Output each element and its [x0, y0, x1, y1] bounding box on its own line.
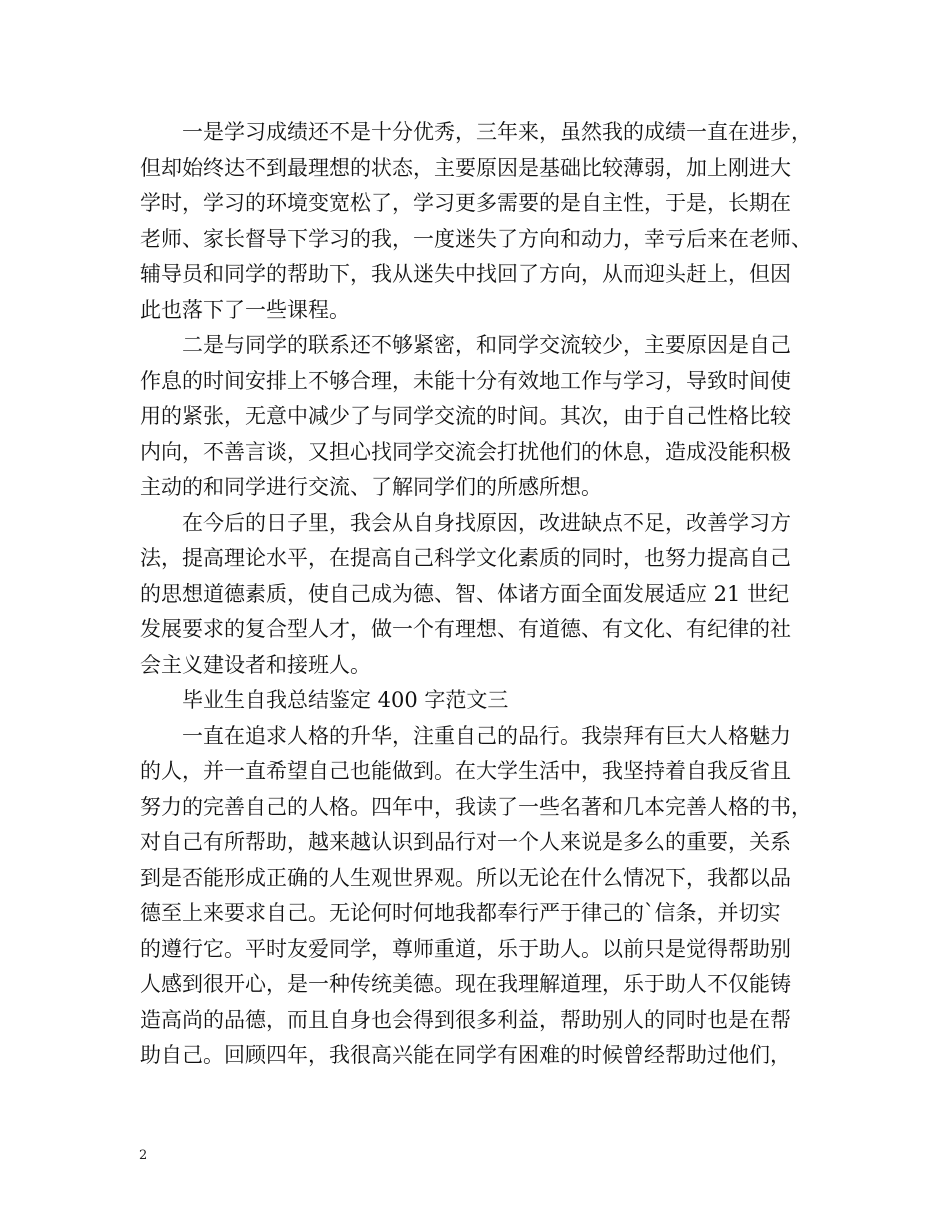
text-line: 主动的和同学进行交流、了解同学们的所感所想。 [140, 475, 602, 499]
text-line: 此也落下了一些课程。 [140, 297, 350, 322]
text-line: 的遵行它。平时友爱同学，尊师重道，乐于助人。以前只是觉得帮助别 [140, 936, 791, 961]
text-line: 会主义建设者和接班人。 [140, 652, 371, 677]
text-line: 一直在追求人格的升华，注重自己的品行。我崇拜有巨大人格魅力 [182, 723, 791, 748]
text-line: 二是与同学的联系还不够紧密，和同学交流较少，主要原因是自己 [182, 333, 791, 357]
text-line: 作息的时间安排上不够合理，未能十分有效地工作与学习，导致时间使 [140, 368, 791, 393]
text-line: 到是否能形成正确的人生观世界观。所以无论在什么情况下，我都以品 [140, 865, 791, 890]
paragraph-4 [140, 719, 820, 1074]
paragraph-2 [140, 328, 820, 506]
text-line: 辅导员和同学的帮助下，我从迷失中找回了方向，从而迎头赶上，但因 [140, 262, 791, 286]
text-line: 助自己。回顾四年，我很高兴能在同学有困难的时候曾经帮助过他们， [140, 1043, 791, 1067]
text-line: 用的紧张，无意中减少了与同学交流的时间。其次，由于自己性格比较 [140, 404, 791, 428]
document-body [140, 115, 820, 1074]
text-line: 的思想道德素质，使自己成为德、智、体诸方面全面发展适应 21 世纪 [140, 581, 790, 606]
page-number: 2 [139, 1148, 148, 1163]
heading-line: 毕业生自我总结鉴定 400 字范文三 [182, 688, 509, 712]
text-line: 人感到很开心，是一种传统美德。现在我理解道理，乐于助人不仅能铸 [140, 972, 791, 996]
text-line: 对自己有所帮助，越来越认识到品行对一个人来说是多么的重要，关系 [140, 830, 791, 854]
text-line: 一是学习成绩还不是十分优秀，三年来，虽然我的成绩一直在进步， [182, 120, 812, 144]
text-line: 法，提高理论水平，在提高自己科学文化素质的同时，也努力提高自己 [140, 546, 791, 570]
text-line: 学时，学习的环境变宽松了，学习更多需要的是自主性，于是，长期在 [140, 191, 791, 215]
paragraph-1 [140, 115, 820, 328]
text-line: 但却始终达不到最理想的状态，主要原因是基础比较薄弱，加上刚进大 [140, 155, 791, 180]
text-line: 老师、家长督导下学习的我，一度迷失了方向和动力，幸亏后来在老师、 [140, 226, 812, 251]
paragraph-3 [140, 506, 820, 684]
section-heading [140, 683, 820, 719]
text-line: 造高尚的品德，而且自身也会得到很多利益，帮助别人的同时也是在帮 [140, 1007, 791, 1032]
text-line: 德至上来要求自己。无论何时何地我都奉行严于律己的`信条，并切实 [140, 901, 781, 925]
text-line: 在今后的日子里，我会从自身找原因，改进缺点不足，改善学习方 [182, 510, 791, 535]
text-line: 内向，不善言谈，又担心找同学交流会打扰他们的休息，造成没能积极 [140, 439, 791, 464]
text-line: 发展要求的复合型人才，做一个有理想、有道德、有文化、有纪律的社 [140, 617, 791, 641]
text-line: 努力的完善自己的人格。四年中，我读了一些名著和几本完善人格的书， [140, 794, 812, 819]
text-line: 的人，并一直希望自己也能做到。在大学生活中，我坚持着自我反省且 [140, 759, 791, 783]
